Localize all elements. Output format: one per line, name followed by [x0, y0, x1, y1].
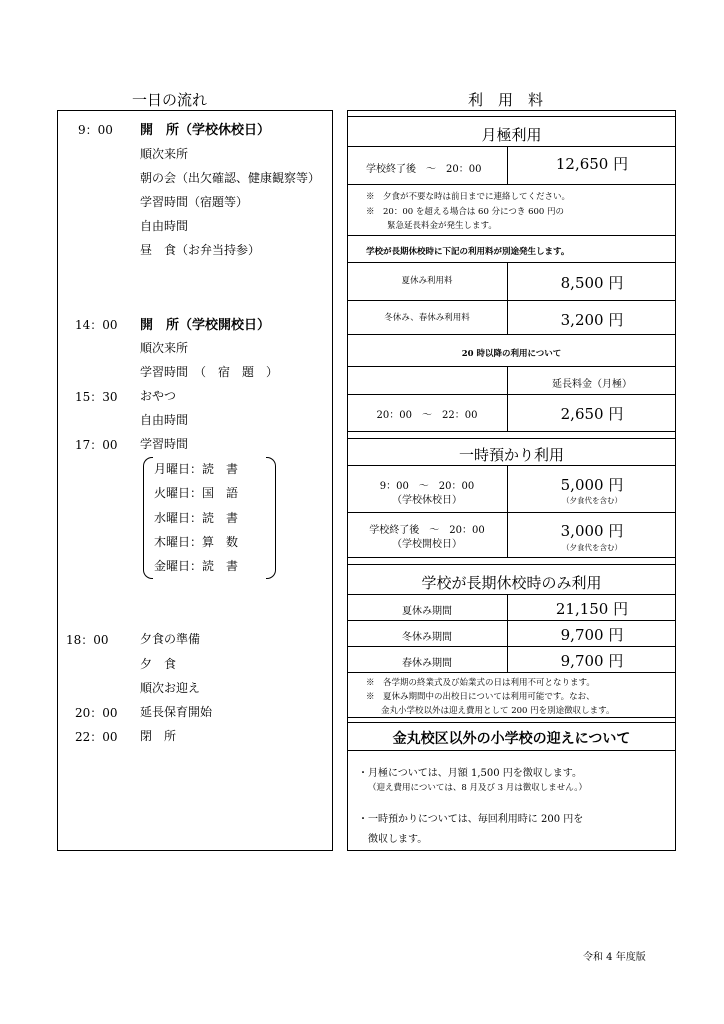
temp-row2-time: 学校終了後 ～ 20：00 — [369, 525, 485, 536]
schedule-item: 昼 食（お弁当持参） — [140, 243, 261, 257]
summer-fee-price: 8,500 円 — [560, 274, 624, 292]
time-label: 18：00 — [66, 633, 109, 647]
monthly-price: 12,650 円 — [555, 155, 629, 173]
time-label: 14：00 — [75, 318, 118, 332]
long-break-note: ※ 各学期の終業式及び始業式の日は利用不可となります。 — [366, 678, 595, 688]
fees-title: 利 用 料 — [468, 91, 544, 109]
schedule-item: 学習時間 — [140, 437, 189, 451]
monthly-note: 緊急延長料金が発生します。 — [387, 221, 497, 231]
weekday-study: 月曜日：読 書 — [154, 462, 239, 476]
long-break-label: 春休み期間 — [402, 658, 452, 669]
schedule-item: 延長保育開始 — [140, 705, 213, 719]
schedule-item: 学習時間（宿題等） — [140, 195, 249, 209]
schedule-title: 一日の流れ — [132, 91, 208, 109]
time-label: 9：00 — [78, 123, 113, 137]
long-break-label: 夏休み期間 — [402, 606, 452, 617]
long-break-note: 学校が長期休校時に下記の利用料が別途発生します。 — [366, 247, 570, 257]
long-break-note: ※ 夏休み期間中の出校日については利用可能です。なお、 — [366, 692, 595, 702]
temp-row2-price: 3,000 円 — [560, 522, 624, 540]
long-break-heading: 学校が長期休校時のみ利用 — [421, 574, 602, 592]
schedule-item: 閉 所 — [140, 729, 177, 743]
schedule-item: 夕 食 — [140, 657, 177, 671]
edition-label: 令和 4 年度版 — [583, 952, 646, 963]
time-label: 22：00 — [75, 730, 118, 744]
schedule-item: 朝の会（出欠確認、健康観察等） — [140, 171, 321, 185]
extension-fee-price: 2,650 円 — [560, 405, 624, 423]
temp-row1-price: 5,000 円 — [560, 476, 624, 494]
after-20-heading: 20 時以降の利用について — [461, 349, 562, 359]
pickup-line: 徴収します。 — [368, 834, 428, 845]
time-label: 20：00 — [75, 706, 118, 720]
long-break-note: 金丸小学校以外は迎え費用として 200 円を別途徴収します。 — [381, 706, 615, 716]
pickup-line: ・一時預かりについては、毎回利用時に 200 円を — [358, 814, 584, 825]
weekday-study: 金曜日：読 書 — [154, 559, 239, 573]
temp-row1-sub: （夕食代を含む） — [562, 496, 622, 505]
schedule-item: 開 所（学校休校日） — [140, 123, 271, 138]
winter-fee-label: 冬休み、春休み利用料 — [384, 313, 470, 323]
temp-row1-note: （学校休校日） — [392, 495, 462, 506]
monthly-heading: 月極利用 — [481, 126, 542, 144]
long-break-price: 9,700 円 — [560, 626, 624, 644]
summer-fee-label: 夏休み利用料 — [401, 276, 453, 286]
long-break-price: 21,150 円 — [555, 600, 629, 618]
temp-row2-note: （学校開校日） — [392, 539, 462, 550]
winter-fee-price: 3,200 円 — [560, 311, 624, 329]
long-break-price: 9,700 円 — [560, 652, 624, 670]
schedule-item: 自由時間 — [140, 219, 189, 233]
pickup-line: （迎え費用については、8 月及び 3 月は徴収しません。） — [368, 783, 588, 793]
pickup-line: ・月極については、月額 1,500 円を徴収します。 — [358, 768, 582, 779]
schedule-item: 夕食の準備 — [140, 632, 201, 646]
left-bracket — [143, 457, 153, 579]
schedule-item: おやつ — [140, 389, 177, 403]
monthly-note: ※ 夕食が不要な時は前日までに連絡してください。 — [366, 192, 571, 202]
weekday-study: 木曜日：算 数 — [154, 535, 239, 549]
schedule-item: 順次来所 — [140, 147, 189, 161]
schedule-item: 学習時間 （ 宿 題 ） — [140, 365, 279, 379]
temp-row1-time: 9：00 ～ 20：00 — [379, 481, 475, 492]
extension-fee-header: 延長料金（月極） — [552, 379, 632, 390]
monthly-label: 学校終了後 ～ 20：00 — [366, 164, 482, 175]
weekday-study: 火曜日：国 語 — [154, 486, 239, 500]
monthly-note: ※ 20：00 を超える場合は 60 分につき 600 円の — [366, 207, 565, 217]
temp-row2-sub: （夕食代を含む） — [562, 543, 622, 552]
time-label: 15：30 — [75, 390, 118, 404]
schedule-item: 自由時間 — [140, 413, 189, 427]
schedule-item: 開 所（学校開校日） — [140, 318, 271, 333]
schedule-item: 順次お迎え — [140, 681, 201, 695]
extension-fee-label: 20：00 ～ 22：00 — [376, 410, 478, 421]
pickup-heading: 金丸校区以外の小学校の迎えについて — [392, 731, 631, 747]
long-break-label: 冬休み期間 — [402, 632, 452, 643]
right-bracket — [266, 457, 276, 579]
temporary-heading: 一時預かり利用 — [458, 446, 564, 464]
weekday-study: 水曜日：読 書 — [154, 511, 239, 525]
time-label: 17：00 — [75, 438, 118, 452]
schedule-item: 順次来所 — [140, 341, 189, 355]
